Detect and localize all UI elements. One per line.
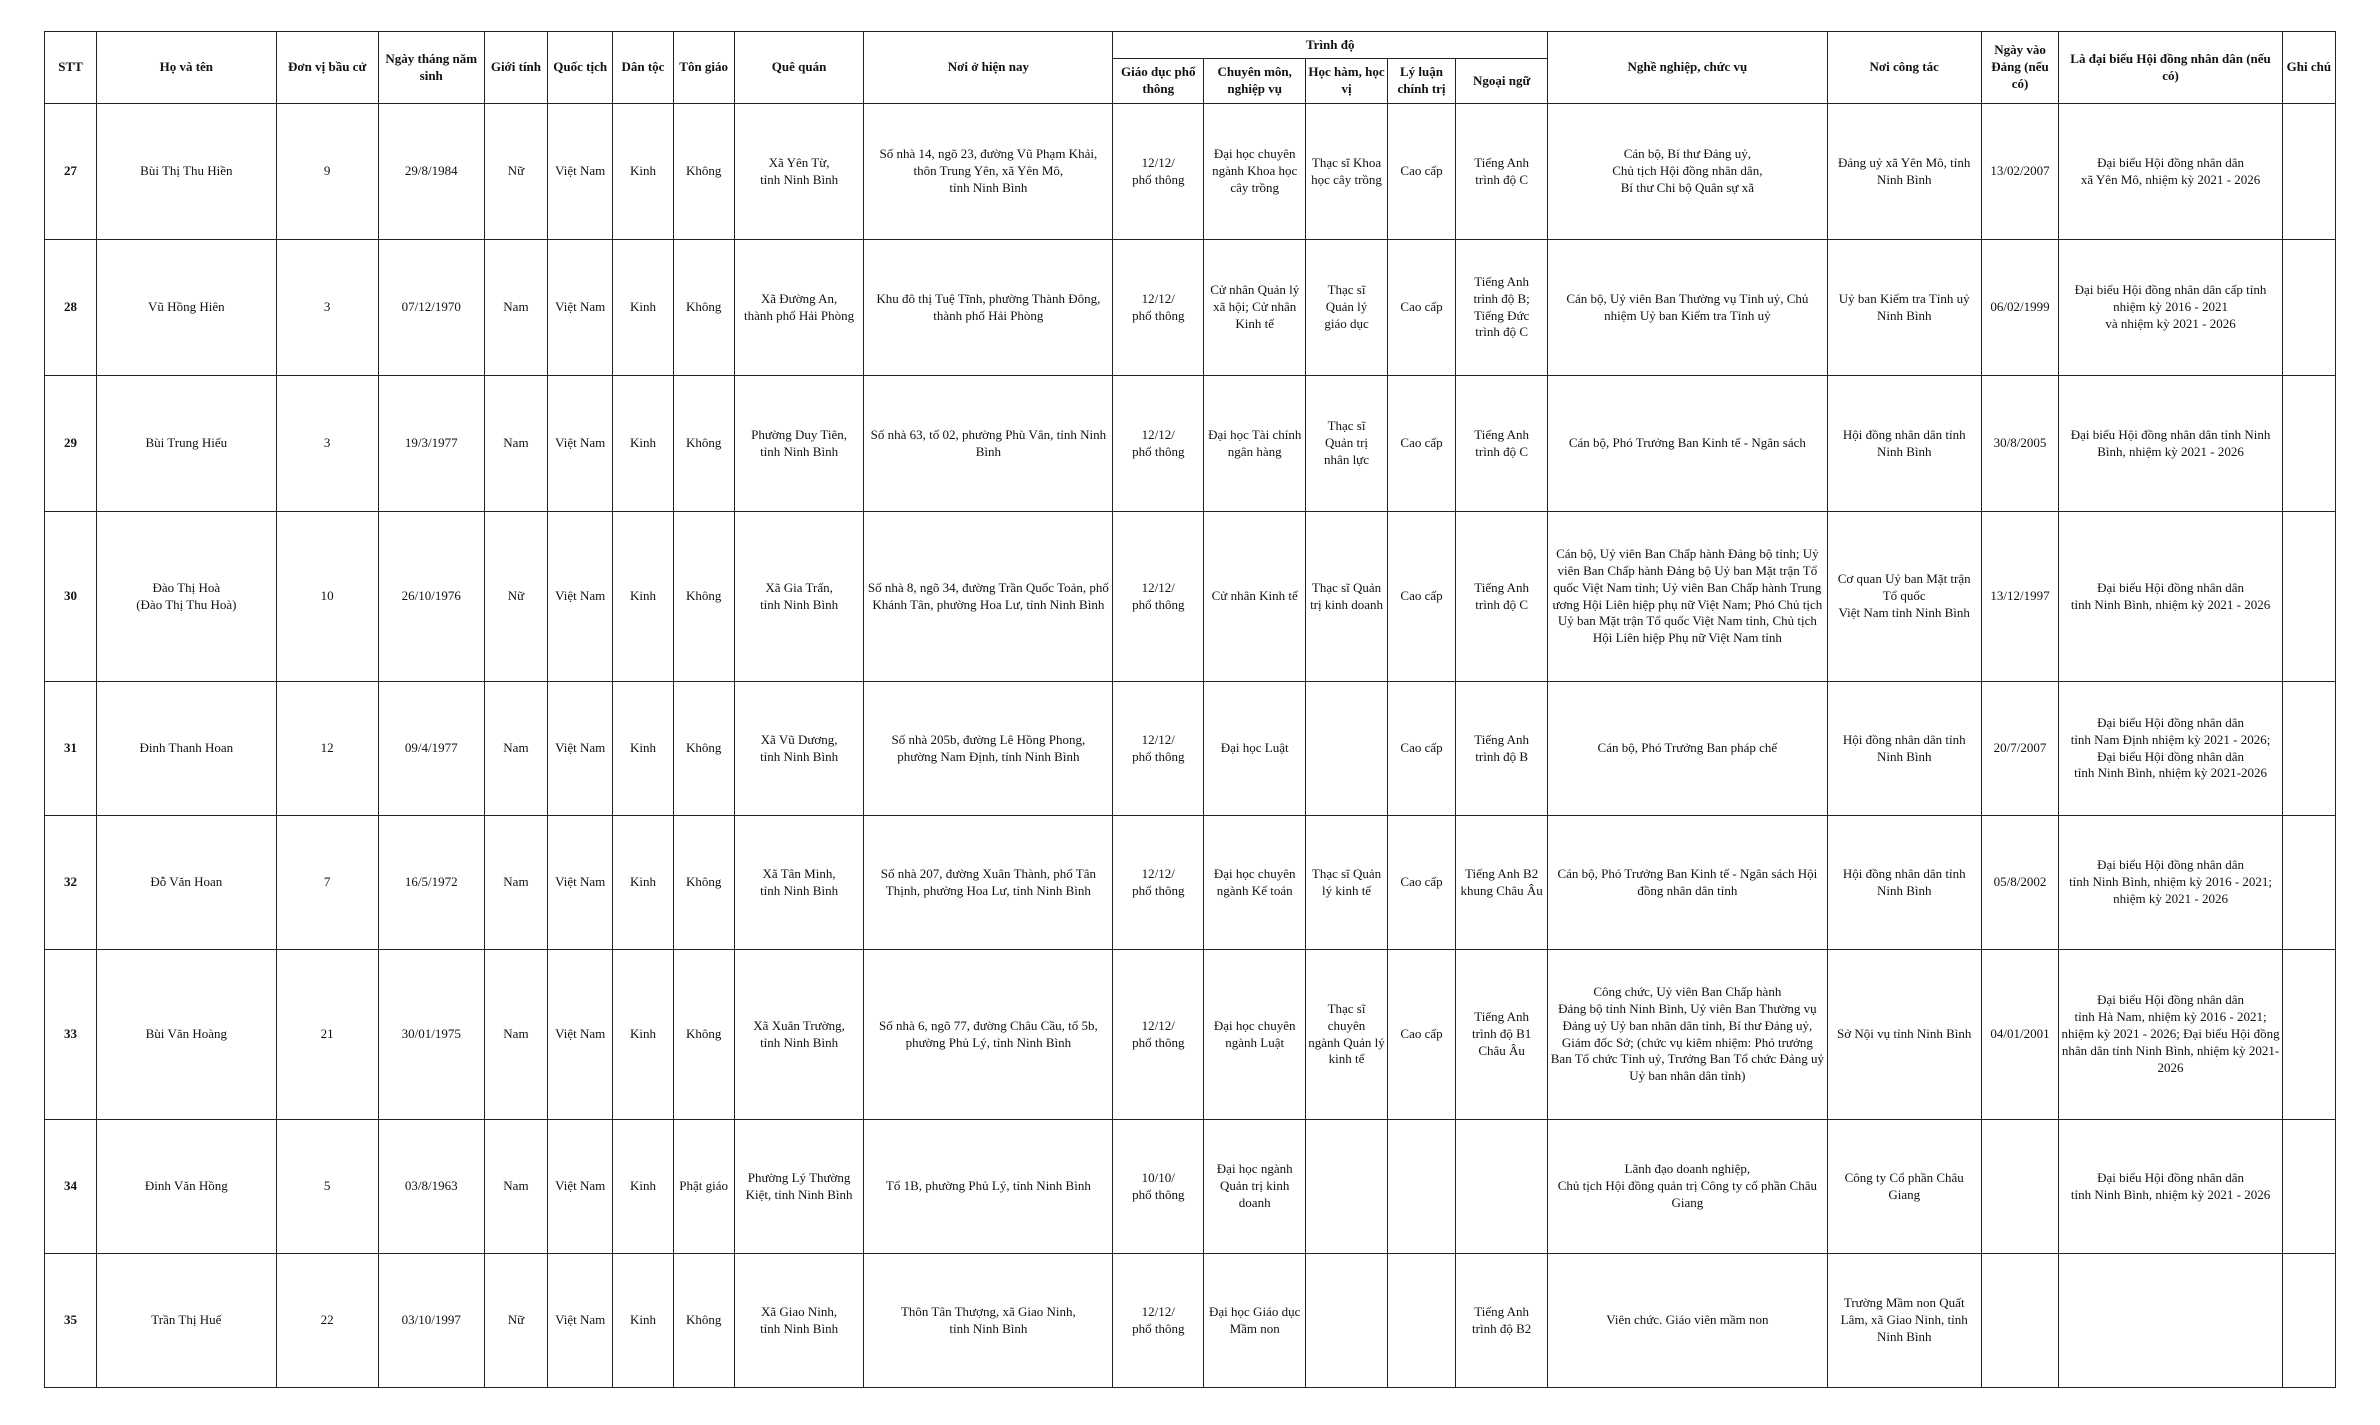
cell-stt: 31 (45, 682, 97, 816)
cell-hoc-ham: Thạc sĩ Quản trị nhân lực (1306, 376, 1388, 512)
cell-ghi-chu (2282, 512, 2335, 682)
header-gd-pho-thong: Giáo dục phổ thông (1113, 59, 1204, 104)
cell-ghi-chu (2282, 682, 2335, 816)
cell-nghe-nghiep: Cán bộ, Uỷ viên Ban Thường vụ Tỉnh uỷ, Chủ nhiệm Uỷ ban Kiểm tra Tỉnh uỷ (1548, 240, 1828, 376)
cell-dan-toc: Kinh (613, 240, 673, 376)
header-hoc-ham: Học hàm, học vị (1306, 59, 1388, 104)
cell-ngoai-ngu: Tiếng Anh trình độ B1 Châu Âu (1456, 950, 1548, 1120)
cell-dai-bieu: Đại biểu Hội đồng nhân dân cấp tỉnh nhiệm kỳ 2016 - 2021 và nhiệm kỳ 2021 - 2026 (2059, 240, 2282, 376)
cell-ly-luan: Cao cấp (1387, 512, 1455, 682)
cell-que-quan: Xã Tân Minh, tỉnh Ninh Bình (734, 816, 864, 950)
cell-dan-toc: Kinh (613, 950, 673, 1120)
cell-chuyen-mon: Đại học Tài chính ngân hàng (1204, 376, 1306, 512)
cell-nghe-nghiep: Công chức, Uỷ viên Ban Chấp hành Đảng bộ tỉnh Ninh Bình, Uỷ viên Ban Thường vụ Đảng uỷ Uỷ ban nhân dân tỉnh, Bí thư Đảng uỷ, Giám đốc Sở; (chức vụ kiêm nhiệm: Phó trưởng Ban Tổ chức Tỉnh uỷ, Trưởng Ban Tổ chức Đảng uỷ Uỷ ban nhân dân tỉnh) (1548, 950, 1828, 1120)
cell-quoc-tich: Việt Nam (548, 1120, 613, 1254)
cell-ngay-vao-dang: 20/7/2007 (1981, 682, 2059, 816)
cell-ho-ten: Đào Thị Hoà (Đào Thị Thu Hoà) (97, 512, 277, 682)
cell-ton-giao: Không (673, 682, 734, 816)
cell-ho-ten: Đinh Văn Hồng (97, 1120, 277, 1254)
cell-gioi-tinh: Nữ (484, 1254, 547, 1388)
cell-don-vi: 22 (276, 1254, 378, 1388)
cell-ngay-sinh: 03/8/1963 (378, 1120, 484, 1254)
cell-que-quan: Xã Xuân Trường, tỉnh Ninh Bình (734, 950, 864, 1120)
cell-stt: 28 (45, 240, 97, 376)
cell-gioi-tinh: Nam (484, 682, 547, 816)
cell-noi-cong-tac: Uỷ ban Kiểm tra Tỉnh uỷ Ninh Bình (1827, 240, 1981, 376)
table-row (45, 240, 2336, 376)
cell-gioi-tinh: Nam (484, 950, 547, 1120)
header-don-vi: Đơn vị bầu cử (276, 32, 378, 104)
cell-don-vi: 5 (276, 1120, 378, 1254)
cell-ngoai-ngu: Tiếng Anh trình độ C (1456, 104, 1548, 240)
cell-gioi-tinh: Nam (484, 376, 547, 512)
cell-que-quan: Xã Vũ Dương, tỉnh Ninh Bình (734, 682, 864, 816)
cell-stt: 32 (45, 816, 97, 950)
cell-gioi-tinh: Nam (484, 816, 547, 950)
cell-quoc-tich: Việt Nam (548, 240, 613, 376)
cell-quoc-tich: Việt Nam (548, 950, 613, 1120)
cell-ton-giao: Không (673, 104, 734, 240)
cell-don-vi: 10 (276, 512, 378, 682)
cell-stt: 33 (45, 950, 97, 1120)
cell-hoc-ham: Thạc sĩ Quản lý giáo dục (1306, 240, 1388, 376)
cell-que-quan: Xã Đường An, thành phố Hải Phòng (734, 240, 864, 376)
cell-dai-bieu: Đại biểu Hội đồng nhân dân tỉnh Nam Định nhiệm kỳ 2021 - 2026; Đại biểu Hội đồng nhân dân tỉnh Ninh Bình, nhiệm kỳ 2021-2026 (2059, 682, 2282, 816)
cell-ghi-chu (2282, 240, 2335, 376)
header-ngoai-ngu: Ngoại ngữ (1456, 59, 1548, 104)
cell-nghe-nghiep: Cán bộ, Uỷ viên Ban Chấp hành Đảng bộ tỉnh; Uỷ viên Ban Chấp hành Đảng bộ Uỷ ban Mặt trận Tổ quốc Việt Nam tỉnh; Uỷ viên Ban Chấp hành Trung ương Hội Liên hiệp phụ nữ Việt Nam; Phó Chủ tịch Uỷ ban Mặt trận Tổ quốc Việt Nam tỉnh, Chủ tịch Hội Liên hiệp Phụ nữ Việt Nam tỉnh (1548, 512, 1828, 682)
cell-ngay-vao-dang (1981, 1254, 2059, 1388)
cell-ly-luan (1387, 1120, 1455, 1254)
cell-que-quan: Xã Giao Ninh, tỉnh Ninh Bình (734, 1254, 864, 1388)
header-ton-giao: Tôn giáo (673, 32, 734, 104)
cell-ngoai-ngu (1456, 1120, 1548, 1254)
cell-ton-giao: Không (673, 240, 734, 376)
header-ly-luan: Lý luận chính trị (1387, 59, 1455, 104)
cell-ngay-vao-dang: 30/8/2005 (1981, 376, 2059, 512)
cell-gd-pho-thong: 12/12/ phổ thông (1113, 950, 1204, 1120)
cell-noi-cong-tac: Cơ quan Uỷ ban Mặt trận Tổ quốc Việt Nam tỉnh Ninh Bình (1827, 512, 1981, 682)
cell-dai-bieu: Đại biểu Hội đồng nhân dân xã Yên Mô, nhiệm kỳ 2021 - 2026 (2059, 104, 2282, 240)
cell-noi-cong-tac: Đảng uỷ xã Yên Mô, tỉnh Ninh Bình (1827, 104, 1981, 240)
header-ghi-chu: Ghi chú (2282, 32, 2335, 104)
cell-noi-o: Số nhà 14, ngõ 23, đường Vũ Phạm Khải, thôn Trung Yên, xã Yên Mô, tỉnh Ninh Bình (864, 104, 1113, 240)
cell-stt: 27 (45, 104, 97, 240)
cell-que-quan: Phường Duy Tiên, tỉnh Ninh Bình (734, 376, 864, 512)
cell-dai-bieu: Đại biểu Hội đồng nhân dân tỉnh Hà Nam, nhiệm kỳ 2016 - 2021; nhiệm kỳ 2021 - 2026; Đại biểu Hội đồng nhân dân tỉnh Ninh Bình, nhiệm kỳ 2021-2026 (2059, 950, 2282, 1120)
table-row (45, 950, 2336, 1120)
cell-ly-luan: Cao cấp (1387, 816, 1455, 950)
header-quoc-tich: Quốc tịch (548, 32, 613, 104)
cell-que-quan: Phường Lý Thường Kiệt, tỉnh Ninh Bình (734, 1120, 864, 1254)
cell-ly-luan: Cao cấp (1387, 950, 1455, 1120)
cell-hoc-ham (1306, 1120, 1388, 1254)
cell-gioi-tinh: Nữ (484, 104, 547, 240)
header-gioi-tinh: Giới tính (484, 32, 547, 104)
cell-ngay-sinh: 09/4/1977 (378, 682, 484, 816)
cell-ly-luan: Cao cấp (1387, 104, 1455, 240)
cell-hoc-ham: Thạc sĩ Khoa học cây trồng (1306, 104, 1388, 240)
cell-stt: 35 (45, 1254, 97, 1388)
header-dan-toc: Dân tộc (613, 32, 673, 104)
table-row (45, 104, 2336, 240)
cell-noi-cong-tac: Hội đồng nhân dân tỉnh Ninh Bình (1827, 376, 1981, 512)
cell-chuyen-mon: Đại học chuyên ngành Khoa học cây trồng (1204, 104, 1306, 240)
cell-noi-o: Thôn Tân Thượng, xã Giao Ninh, tỉnh Ninh Bình (864, 1254, 1113, 1388)
cell-ngoai-ngu: Tiếng Anh trình độ B (1456, 682, 1548, 816)
cell-dai-bieu: Đại biểu Hội đồng nhân dân tỉnh Ninh Bình, nhiệm kỳ 2021 - 2026 (2059, 512, 2282, 682)
cell-don-vi: 9 (276, 104, 378, 240)
cell-chuyen-mon: Cử nhân Quản lý xã hội; Cử nhân Kinh tế (1204, 240, 1306, 376)
cell-ly-luan: Cao cấp (1387, 682, 1455, 816)
cell-hoc-ham: Thạc sĩ chuyên ngành Quản lý kinh tế (1306, 950, 1388, 1120)
cell-ghi-chu (2282, 1254, 2335, 1388)
cell-ton-giao: Phật giáo (673, 1120, 734, 1254)
cell-ngay-sinh: 16/5/1972 (378, 816, 484, 950)
cell-chuyen-mon: Đại học chuyên ngành Luật (1204, 950, 1306, 1120)
header-stt: STT (45, 32, 97, 104)
cell-ho-ten: Bùi Trung Hiếu (97, 376, 277, 512)
cell-ngay-sinh: 26/10/1976 (378, 512, 484, 682)
cell-don-vi: 3 (276, 376, 378, 512)
cell-ngay-vao-dang: 05/8/2002 (1981, 816, 2059, 950)
cell-que-quan: Xã Yên Từ, tỉnh Ninh Bình (734, 104, 864, 240)
cell-gd-pho-thong: 12/12/ phổ thông (1113, 682, 1204, 816)
cell-don-vi: 21 (276, 950, 378, 1120)
cell-gioi-tinh: Nữ (484, 512, 547, 682)
cell-gioi-tinh: Nam (484, 240, 547, 376)
cell-noi-cong-tac: Hội đồng nhân dân tỉnh Ninh Bình (1827, 682, 1981, 816)
cell-ngay-sinh: 07/12/1970 (378, 240, 484, 376)
cell-ghi-chu (2282, 816, 2335, 950)
cell-don-vi: 3 (276, 240, 378, 376)
table-row (45, 816, 2336, 950)
cell-ngay-vao-dang (1981, 1120, 2059, 1254)
header-chuyen-mon: Chuyên môn, nghiệp vụ (1204, 59, 1306, 104)
cell-ton-giao: Không (673, 816, 734, 950)
table-row (45, 376, 2336, 512)
cell-chuyen-mon: Cử nhân Kinh tế (1204, 512, 1306, 682)
candidate-table (44, 31, 2336, 1388)
cell-ngoai-ngu: Tiếng Anh trình độ B2 (1456, 1254, 1548, 1388)
cell-ngay-vao-dang: 06/02/1999 (1981, 240, 2059, 376)
cell-dan-toc: Kinh (613, 104, 673, 240)
cell-dai-bieu: Đại biểu Hội đồng nhân dân tỉnh Ninh Bình, nhiệm kỳ 2016 - 2021; nhiệm kỳ 2021 - 2026 (2059, 816, 2282, 950)
cell-chuyen-mon: Đại học ngành Quản trị kinh doanh (1204, 1120, 1306, 1254)
cell-dai-bieu: Đại biểu Hội đồng nhân dân tỉnh Ninh Bình, nhiệm kỳ 2021 - 2026 (2059, 1120, 2282, 1254)
cell-ho-ten: Bùi Thị Thu Hiền (97, 104, 277, 240)
cell-dai-bieu (2059, 1254, 2282, 1388)
cell-ghi-chu (2282, 950, 2335, 1120)
cell-noi-o: Tổ 1B, phường Phủ Lý, tỉnh Ninh Bình (864, 1120, 1113, 1254)
header-noi-o: Nơi ở hiện nay (864, 32, 1113, 104)
cell-nghe-nghiep: Lãnh đạo doanh nghiệp, Chủ tịch Hội đồng quản trị Công ty cổ phần Châu Giang (1548, 1120, 1828, 1254)
cell-ngay-vao-dang: 04/01/2001 (1981, 950, 2059, 1120)
cell-gd-pho-thong: 12/12/ phổ thông (1113, 1254, 1204, 1388)
cell-nghe-nghiep: Cán bộ, Phó Trưởng Ban Kinh tế - Ngân sách (1548, 376, 1828, 512)
cell-ho-ten: Đinh Thanh Hoan (97, 682, 277, 816)
cell-ngay-sinh: 03/10/1997 (378, 1254, 484, 1388)
table-row (45, 512, 2336, 682)
cell-ghi-chu (2282, 104, 2335, 240)
cell-noi-cong-tac: Công ty Cổ phần Châu Giang (1827, 1120, 1981, 1254)
cell-quoc-tich: Việt Nam (548, 104, 613, 240)
cell-quoc-tich: Việt Nam (548, 376, 613, 512)
cell-stt: 29 (45, 376, 97, 512)
header-dai-bieu: Là đại biểu Hội đồng nhân dân (nếu có) (2059, 32, 2282, 104)
cell-que-quan: Xã Gia Trấn, tỉnh Ninh Bình (734, 512, 864, 682)
cell-hoc-ham: Thạc sĩ Quản lý kinh tế (1306, 816, 1388, 950)
cell-ho-ten: Vũ Hồng Hiên (97, 240, 277, 376)
cell-gioi-tinh: Nam (484, 1120, 547, 1254)
cell-gd-pho-thong: 10/10/ phổ thông (1113, 1120, 1204, 1254)
cell-don-vi: 7 (276, 816, 378, 950)
cell-ton-giao: Không (673, 512, 734, 682)
cell-gd-pho-thong: 12/12/ phổ thông (1113, 240, 1204, 376)
header-ngay-sinh: Ngày tháng năm sinh (378, 32, 484, 104)
cell-noi-cong-tac: Sở Nội vụ tỉnh Ninh Bình (1827, 950, 1981, 1120)
table-row (45, 1254, 2336, 1388)
cell-ghi-chu (2282, 1120, 2335, 1254)
header-noi-cong-tac: Nơi công tác (1827, 32, 1981, 104)
cell-gd-pho-thong: 12/12/ phổ thông (1113, 512, 1204, 682)
header-nghe-nghiep: Nghề nghiệp, chức vụ (1548, 32, 1828, 104)
cell-ho-ten: Đỗ Văn Hoan (97, 816, 277, 950)
cell-ghi-chu (2282, 376, 2335, 512)
cell-quoc-tich: Việt Nam (548, 1254, 613, 1388)
cell-quoc-tich: Việt Nam (548, 816, 613, 950)
cell-ngay-sinh: 19/3/1977 (378, 376, 484, 512)
cell-ly-luan: Cao cấp (1387, 240, 1455, 376)
cell-dan-toc: Kinh (613, 376, 673, 512)
cell-ngay-sinh: 30/01/1975 (378, 950, 484, 1120)
cell-ton-giao: Không (673, 950, 734, 1120)
cell-ton-giao: Không (673, 1254, 734, 1388)
cell-ngay-vao-dang: 13/02/2007 (1981, 104, 2059, 240)
cell-chuyen-mon: Đại học Luật (1204, 682, 1306, 816)
header-que-quan: Quê quán (734, 32, 864, 104)
cell-noi-o: Khu đô thị Tuệ Tĩnh, phường Thành Đông, thành phố Hải Phòng (864, 240, 1113, 376)
cell-ho-ten: Trần Thị Huế (97, 1254, 277, 1388)
cell-dan-toc: Kinh (613, 1254, 673, 1388)
cell-ly-luan (1387, 1254, 1455, 1388)
cell-dai-bieu: Đại biểu Hội đồng nhân dân tỉnh Ninh Bình, nhiệm kỳ 2021 - 2026 (2059, 376, 2282, 512)
cell-hoc-ham (1306, 682, 1388, 816)
cell-gd-pho-thong: 12/12/ phổ thông (1113, 376, 1204, 512)
cell-noi-cong-tac: Hội đồng nhân dân tỉnh Ninh Bình (1827, 816, 1981, 950)
cell-don-vi: 12 (276, 682, 378, 816)
cell-stt: 30 (45, 512, 97, 682)
cell-dan-toc: Kinh (613, 512, 673, 682)
cell-dan-toc: Kinh (613, 682, 673, 816)
cell-dan-toc: Kinh (613, 816, 673, 950)
cell-ho-ten: Bùi Văn Hoàng (97, 950, 277, 1120)
cell-quoc-tich: Việt Nam (548, 512, 613, 682)
table-row (45, 682, 2336, 816)
cell-noi-o: Số nhà 6, ngõ 77, đường Châu Cầu, tổ 5b, phường Phủ Lý, tỉnh Ninh Bình (864, 950, 1113, 1120)
cell-gd-pho-thong: 12/12/ phổ thông (1113, 104, 1204, 240)
cell-nghe-nghiep: Cán bộ, Bí thư Đảng uỷ, Chủ tịch Hội đồng nhân dân, Bí thư Chi bộ Quân sự xã (1548, 104, 1828, 240)
cell-quoc-tich: Việt Nam (548, 682, 613, 816)
cell-chuyen-mon: Đại học Giáo dục Mầm non (1204, 1254, 1306, 1388)
header-ho-ten: Họ và tên (97, 32, 277, 104)
header-ngay-vao-dang: Ngày vào Đảng (nếu có) (1981, 32, 2059, 104)
cell-nghe-nghiep: Cán bộ, Phó Trưởng Ban Kinh tế - Ngân sách Hội đồng nhân dân tỉnh (1548, 816, 1828, 950)
cell-hoc-ham (1306, 1254, 1388, 1388)
cell-ngay-sinh: 29/8/1984 (378, 104, 484, 240)
cell-stt: 34 (45, 1120, 97, 1254)
cell-ngoai-ngu: Tiếng Anh trình độ C (1456, 376, 1548, 512)
cell-noi-o: Số nhà 205b, đường Lê Hồng Phong, phường Nam Định, tỉnh Ninh Bình (864, 682, 1113, 816)
table-header (45, 32, 2336, 104)
cell-gd-pho-thong: 12/12/ phổ thông (1113, 816, 1204, 950)
cell-dan-toc: Kinh (613, 1120, 673, 1254)
cell-ngoai-ngu: Tiếng Anh trình độ C (1456, 512, 1548, 682)
cell-ngay-vao-dang: 13/12/1997 (1981, 512, 2059, 682)
cell-nghe-nghiep: Viên chức. Giáo viên mầm non (1548, 1254, 1828, 1388)
cell-noi-cong-tac: Trường Mầm non Quất Lâm, xã Giao Ninh, tỉnh Ninh Bình (1827, 1254, 1981, 1388)
cell-noi-o: Số nhà 8, ngõ 34, đường Trần Quốc Toản, phố Khánh Tân, phường Hoa Lư, tỉnh Ninh Bình (864, 512, 1113, 682)
cell-ngoai-ngu: Tiếng Anh trình độ B; Tiếng Đức trình độ C (1456, 240, 1548, 376)
cell-ton-giao: Không (673, 376, 734, 512)
cell-ly-luan: Cao cấp (1387, 376, 1455, 512)
cell-nghe-nghiep: Cán bộ, Phó Trưởng Ban pháp chế (1548, 682, 1828, 816)
table-body (45, 104, 2336, 1388)
cell-noi-o: Số nhà 63, tổ 02, phường Phù Vân, tỉnh Ninh Bình (864, 376, 1113, 512)
cell-hoc-ham: Thạc sĩ Quản trị kinh doanh (1306, 512, 1388, 682)
cell-noi-o: Số nhà 207, đường Xuân Thành, phố Tân Thịnh, phường Hoa Lư, tỉnh Ninh Bình (864, 816, 1113, 950)
cell-ngoai-ngu: Tiếng Anh B2 khung Châu Âu (1456, 816, 1548, 950)
table-row (45, 1120, 2336, 1254)
header-trinh-do: Trình độ (1113, 32, 1548, 59)
cell-chuyen-mon: Đại học chuyên ngành Kế toán (1204, 816, 1306, 950)
